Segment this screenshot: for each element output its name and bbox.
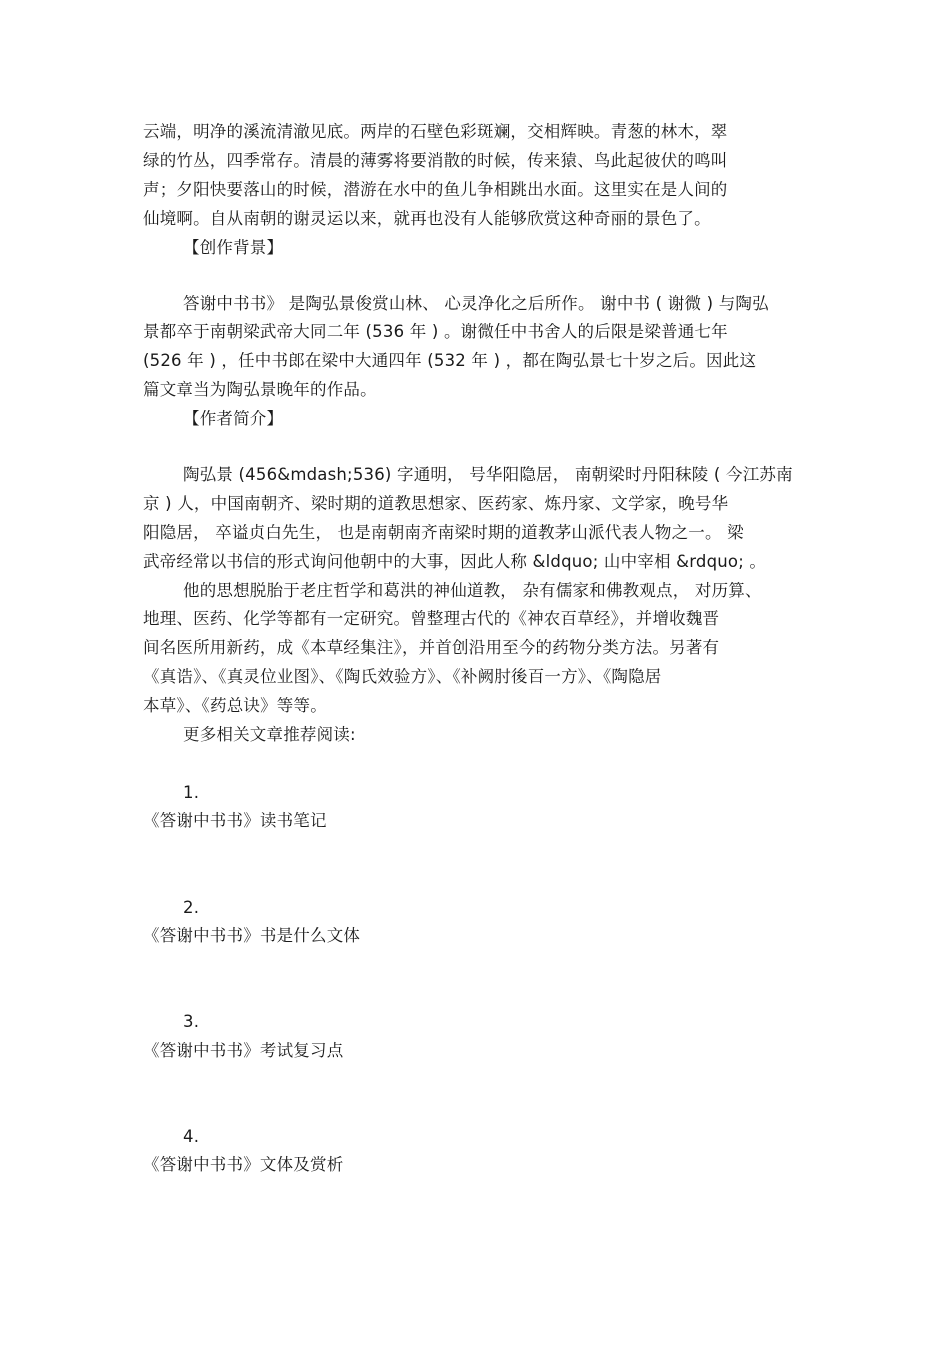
related-article-number: 3.: [183, 1012, 200, 1031]
author-heading: 【作者简介】: [183, 409, 284, 428]
related-article-link-2[interactable]: 《答谢中书书》书是什么文体: [143, 926, 361, 945]
background-line-2: 景都卒于南朝梁武帝大同二年 (536 年 ) 。谢微任中书舍人的后限是梁普通七年: [143, 322, 728, 341]
author-p2-line-4: 《真诰》、《真灵位业图》、《陶氏效验方》、《补阙肘後百一方》、《陶隐居: [143, 667, 662, 686]
author-p2-line-2: 地理、医药、化学等都有一定研究。曾整理古代的《神农百草经》，并增收魏晋: [143, 609, 720, 628]
related-article-link-3[interactable]: 《答谢中书书》考试复习点: [143, 1041, 344, 1060]
author-p2-line-1: 他的思想脱胎于老庄哲学和葛洪的神仙道教， 杂有儒家和佛教观点， 对历算、: [183, 581, 762, 600]
background-line-1: 答谢中书书》 是陶弘景俊赏山林、 心灵净化之后所作。 谢中书 ( 谢微 ) 与陶弘: [183, 294, 769, 313]
intro-line-4: 仙境啊。自从南朝的谢灵运以来，就再也没有人能够欣赏这种奇丽的景色了。: [143, 209, 711, 228]
background-heading: 【创作背景】: [183, 238, 284, 257]
author-p1-line-4: 武帝经常以书信的形式询问他朝中的大事，因此人称 &ldquo; 山中宰相 &rdquo; 。: [143, 552, 767, 571]
background-line-3: (526 年 ) ，任中书郎在梁中大通四年 (532 年 ) ，都在陶弘景七十岁之后。因此这: [143, 351, 757, 370]
intro-line-1: 云端，明净的溪流清澈见底。两岸的石壁色彩斑斓，交相辉映。青葱的林木，翠: [143, 122, 728, 141]
background-line-4: 篇文章当为陶弘景晚年的作品。: [143, 380, 377, 399]
author-p2-line-5: 本草》、《药总诀》等等。: [143, 696, 327, 715]
related-article-link-1[interactable]: 《答谢中书书》读书笔记: [143, 811, 327, 830]
author-p1-line-3: 阳隐居， 卒谥贞白先生， 也是南朝南齐南梁时期的道教茅山派代表人物之一。 梁: [143, 523, 744, 542]
intro-line-3: 声；夕阳快要落山的时候，潜游在水中的鱼儿争相跳出水面。这里实在是人间的: [143, 180, 728, 199]
author-p1-line-1: 陶弘景 (456&mdash;536) 字通明， 号华阳隐居， 南朝梁时丹阳秣陵 ( 今江苏南: [183, 465, 793, 484]
author-p2-line-3: 间名医所用新药，成《本草经集注》，并首创沿用至今的药物分类方法。另著有: [143, 638, 720, 657]
related-article-link-4[interactable]: 《答谢中书书》文体及赏析: [143, 1155, 344, 1174]
more-reading-label: 更多相关文章推荐阅读:: [183, 725, 356, 744]
related-article-number: 4.: [183, 1127, 200, 1146]
intro-line-2: 绿的竹丛，四季常存。清晨的薄雾将要消散的时候，传来猿、鸟此起彼伏的鸣叫: [143, 151, 728, 170]
related-article-number: 1.: [183, 783, 200, 802]
related-article-number: 2.: [183, 898, 200, 917]
author-p1-line-2: 京 ) 人，中国南朝齐、梁时期的道教思想家、医药家、炼丹家、文学家，晚号华: [143, 494, 729, 513]
